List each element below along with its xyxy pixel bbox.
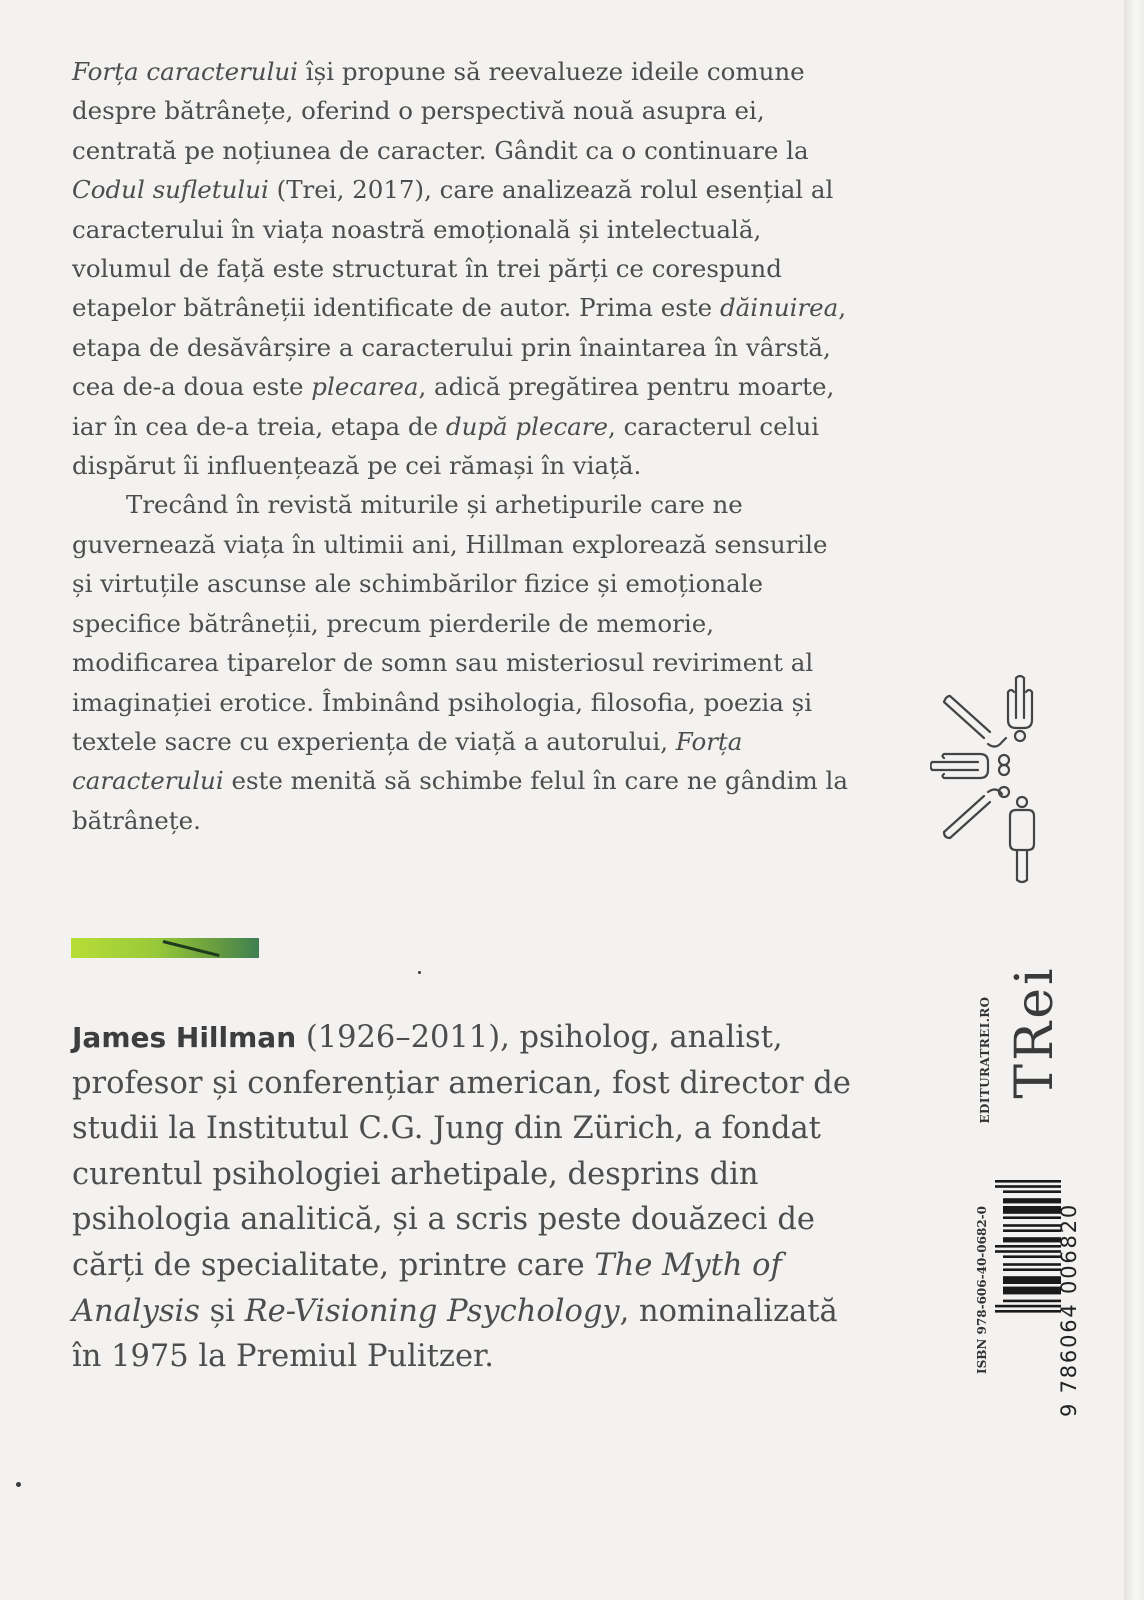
print-speck [418, 971, 421, 974]
barcode-bar [1003, 1300, 1061, 1303]
author-bio-paragraph [72, 1015, 872, 1380]
isbn-label: ISBN 978-606-40-0682-0 [975, 1205, 989, 1375]
barcode-bar [995, 1245, 1061, 1248]
barcode-bar [1003, 1216, 1061, 1219]
text-run: și [199, 1293, 245, 1329]
barcode-bar [1003, 1206, 1061, 1214]
author-bio [72, 1015, 872, 1380]
text-run: este menită să schimbe felul în care ne gândim la bătrânețe. [72, 766, 848, 835]
book-blurb [72, 52, 852, 840]
barcode-bar [1003, 1224, 1061, 1227]
text-run: își propune să reevalueze ideile comune despre bătrânețe, oferind o perspectivă nouă asupra ei, centrată pe noțiunea de caracter. Gândit ca o continuare la [72, 57, 809, 165]
barcode-bar [995, 1310, 1061, 1313]
italic-title: dăinuirea [719, 293, 839, 323]
barcode-digits: 9 786064 006820 [1057, 1202, 1081, 1418]
barcode-bar [1003, 1198, 1061, 1203]
italic-title: Forța caracterului [72, 57, 299, 86]
italic-title: după plecare [445, 411, 608, 441]
italic-title: Forța caracterului [72, 726, 743, 796]
barcode-bar [995, 1305, 1061, 1308]
cover-edge [1124, 0, 1144, 1600]
barcode-bar [1003, 1255, 1061, 1258]
blurb-paragraph-2 [72, 485, 852, 840]
italic-title: Codul sufletului [72, 175, 269, 205]
barcode-bar [1003, 1237, 1061, 1242]
accent-stroke [163, 940, 220, 957]
text-run: , caracterul celui dispărut îi influențează pe cei rămași în viață. [72, 411, 820, 481]
green-accent-bar [71, 938, 259, 958]
barcode-bar [1003, 1276, 1061, 1284]
barcode-bar [1003, 1287, 1061, 1295]
italic-title: Re-Visioning Psychology [244, 1293, 620, 1329]
barcode-bar [1003, 1229, 1061, 1232]
barcode-bar [1003, 1263, 1061, 1266]
text-run: , nominalizată în 1975 la Premiul Pulitzer. [72, 1293, 838, 1375]
author-name: James Hillman [72, 1021, 297, 1054]
barcode-bar [1003, 1190, 1061, 1193]
italic-title: The Myth of Analysis [72, 1247, 782, 1329]
publisher-website: EDITURATREI.RO [978, 996, 992, 1124]
text-run: , adică pregătirea pentru moarte, iar în cea de-a treia, etapa de [72, 372, 835, 441]
text-run: (1926–2011), psiholog, analist, profesor și conferențiar american, fost director de studii la Institutul C.G. Jung din Zürich, a fondat curentul psihologiei arhetipale, desprins din psihologia analitică, și a scris peste douăzeci de cărți de specialitate, printre care [72, 1020, 851, 1283]
barcode-bar [995, 1250, 1061, 1253]
blurb-paragraph-1 [72, 52, 852, 485]
text-run: , etapa de desăvârșire a caracterului prin înaintarea în vârstă, cea de-a doua este [72, 293, 847, 402]
barcode-bar [1003, 1268, 1061, 1271]
publisher-brand: TRei [1005, 965, 1065, 1099]
text-run: (Trei, 2017), care analizează rolul esențial al caracterului în viața noastră emoțională și intelectuală, volumul de față este structurat în trei părți ce corespund etapelor bătrâneții identificate de autor. Prima este [72, 175, 834, 323]
barcode-bar [995, 1180, 1061, 1183]
trei-figures-logo-icon [930, 672, 1052, 884]
barcode-bar [995, 1185, 1061, 1188]
text-run: Trecând în revistă miturile și arhetipurile care ne guvernează viața în ultimii ani, Hillman explorează sensurile și virtuțile ascunse ale schimbărilor fizice și emoționale specifice bătrâneții, precum pierderile de memorie, modificarea tiparelor de somn sau misteriosul reviriment al imaginației erotice. Îmbinând psihologia, filosofia, poezia și textele sacre cu experiența de viață a autorului, [72, 490, 828, 756]
print-speck [16, 1482, 21, 1487]
italic-title: plecarea [311, 372, 419, 402]
